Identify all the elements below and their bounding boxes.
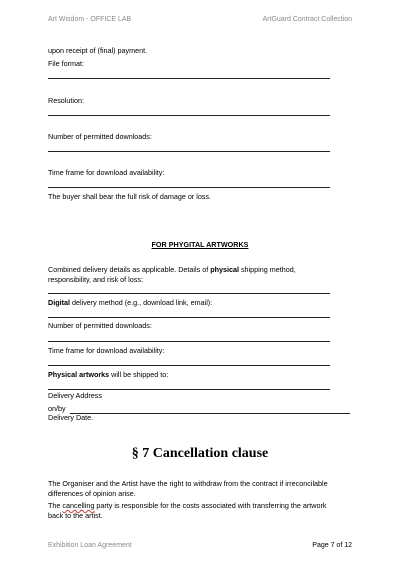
phygital-downloads-label: Number of permitted downloads: — [48, 321, 152, 330]
header-left: Art Wisdom - OFFICE LAB — [48, 16, 132, 23]
resolution-line — [48, 115, 330, 116]
payment-line: upon receipt of (final) payment. — [48, 46, 148, 55]
physical-shipping-line — [48, 389, 330, 390]
on-by-label: on/by — [48, 404, 66, 413]
phygital-time-frame-label: Time frame for download availability: — [48, 346, 165, 355]
phygital-time-frame-line — [48, 365, 330, 366]
cancellation-para2-line1: The cancelling party is responsible for the costs associated with transferring the artwork — [48, 501, 327, 510]
delivery-address-label: Delivery Address — [48, 391, 102, 400]
digital-method-label: Digital delivery method (e.g., download link, email): — [48, 298, 213, 307]
resolution-label: Resolution: — [48, 96, 84, 105]
time-frame-label: Time frame for download availability: — [48, 168, 165, 177]
cancellation-para1-line1: The Organiser and the Artist have the right to withdraw from the contract if irreconcilable — [48, 479, 328, 488]
permitted-downloads-line — [48, 151, 330, 152]
time-frame-line — [48, 187, 330, 188]
file-format-label: File format: — [48, 59, 84, 68]
cancellation-para1-line2: differences of opinion arise. — [48, 489, 136, 498]
cancellation-para2-line2: back to the artist. — [48, 511, 103, 520]
spellcheck-word: cancelling — [62, 501, 95, 510]
risk-statement: The buyer shall bear the full risk of damage or loss. — [48, 192, 211, 201]
physical-shipping-label: Physical artworks will be shipped to: — [48, 370, 169, 379]
header-right: ArtGuard Contract Collection — [262, 16, 352, 23]
phygital-downloads-line — [48, 341, 330, 342]
combined-details-line1: Combined delivery details as applicable. Details of physical shipping method, — [48, 265, 296, 274]
combined-details-line2: responsibility, and risk of loss: — [48, 275, 143, 284]
footer-left: Exhibition Loan Agreement — [48, 542, 132, 549]
phygital-section-title: FOR PHYGITAL ARTWORKS — [151, 240, 249, 249]
digital-method-line — [48, 317, 330, 318]
cancellation-heading: § 7 Cancellation clause — [131, 446, 269, 461]
on-by-line — [70, 413, 350, 414]
delivery-date-label: Delivery Date. — [48, 413, 94, 422]
combined-details-line — [48, 293, 330, 294]
page-number: Page 7 of 12 — [312, 542, 352, 549]
file-format-line — [48, 78, 330, 79]
permitted-downloads-label: Number of permitted downloads: — [48, 132, 152, 141]
